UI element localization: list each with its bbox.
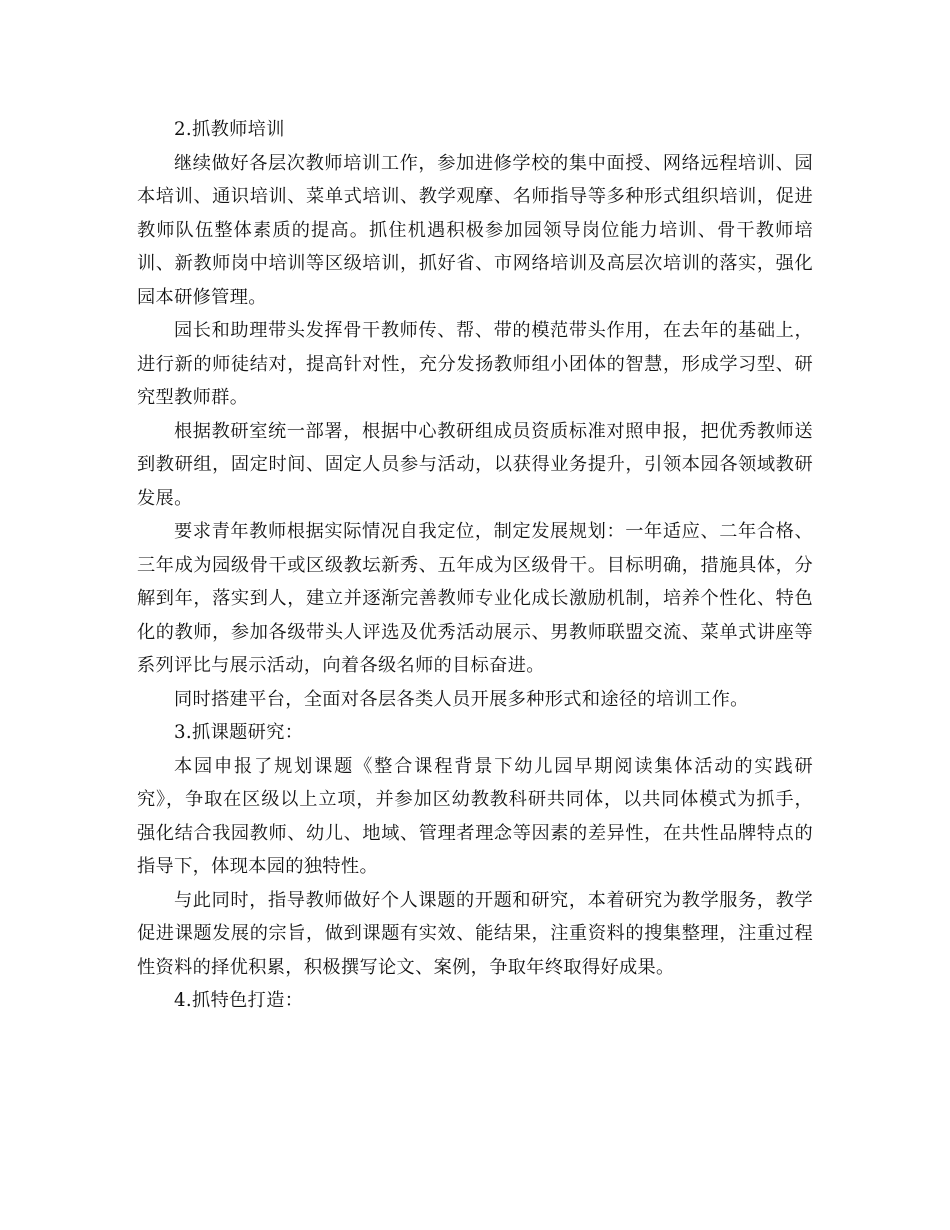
paragraph-young-teachers: 要求青年教师根据实际情况自我定位，制定发展规划：一年适应、二年合格、三年成为园级骨干或区级教坛新秀、五年成为区级骨干。目标明确，措施具体，分解到年，落实到人，建立并逐渐完善教师专业化成长激励机制，培养个性化、特色化的教师，参加各级带头人评选及优秀活动展示、男教师联盟交流、菜单式讲座等系列评比与展示活动，向着各级名师的目标奋进。: [137, 521, 813, 676]
paragraph-research-project: 本园申报了规划课题《整合课程背景下幼儿园早期阅读集体活动的实践研究》，争取在区级以上立项，并参加区幼教教科研共同体，以共同体模式为抓手，强化结合我园教师、幼儿、地域、管理者理念等因素的差异性，在共性品牌特点的指导下，体现本园的独特性。: [137, 755, 813, 877]
paragraph-research-group: 根据教研室统一部署，根据中心教研组成员资质标准对照申报，把优秀教师送到教研组，固定时间、固定人员参与活动，以获得业务提升，引领本园各领域教研发展。: [137, 420, 813, 509]
paragraph-personal-research: 与此同时，指导教师做好个人课题的开题和研究，本着研究为教学服务，教学促进课题发展的宗旨，做到课题有实效、能结果，注重资料的搜集整理，注重过程性资料的择优积累，积极撰写论文、案例，争取年终取得好成果。: [137, 889, 813, 978]
document-body: [137, 113, 813, 1018]
section-heading-features: 4.抓特色打造：: [174, 990, 304, 1011]
section-heading-research: 3.抓课题研究：: [174, 722, 304, 743]
paragraph-training-work: 继续做好各层次教师培训工作，参加进修学校的集中面授、网络远程培训、园本培训、通识培训、菜单式培训、教学观摩、名师指导等多种形式组织培训，促进教师队伍整体素质的提高。抓住机遇积极参加园领导岗位能力培训、骨干教师培训、新教师岗中培训等区级培训，抓好省、市网络培训及高层次培训的落实，强化园本研修管理。: [137, 152, 813, 308]
paragraph-platform: 同时搭建平台，全面对各层各类人员开展多种形式和途径的培训工作。: [174, 688, 749, 710]
paragraph-mentorship: 园长和助理带头发挥骨干教师传、帮、带的模范带头作用，在去年的基础上，进行新的师徒结对，提高针对性，充分发扬教师组小团体的智慧，形成学习型、研究型教师群。: [137, 320, 813, 408]
section-heading-teacher-training: 2.抓教师培训: [174, 119, 285, 140]
